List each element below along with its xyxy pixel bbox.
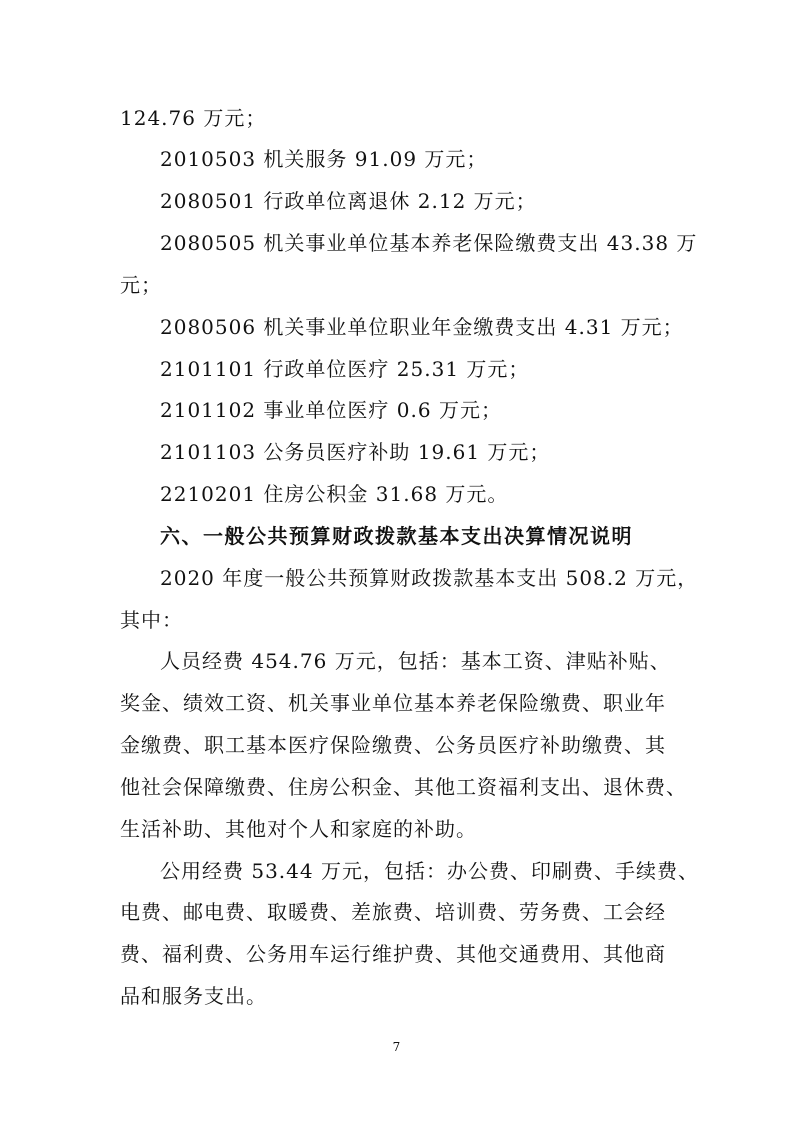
text-line: 2010503 机关服务 91.09 万元； xyxy=(160,147,488,171)
text-line: 2101102 事业单位医疗 0.6 万元； xyxy=(160,398,502,422)
text-line: 元； xyxy=(120,273,162,297)
text-line: 2080505 机关事业单位基本养老保险缴费支出 43.38 万 xyxy=(160,231,698,255)
text-line: 2101101 行政单位医疗 25.31 万元； xyxy=(160,357,530,381)
text-line: 2080501 行政单位离退休 2.12 万元； xyxy=(160,189,537,213)
text-line: 人员经费 454.76 万元，包括：基本工资、津贴补贴、 xyxy=(160,649,671,673)
text-line: 其中： xyxy=(120,608,183,632)
text-line: 2080506 机关事业单位职业年金缴费支出 4.31 万元； xyxy=(160,315,684,339)
text-line: 他社会保障缴费、住房公积金、其他工资福利支出、退休费、 xyxy=(120,775,687,799)
text-line: 公用经费 53.44 万元，包括：办公费、印刷费、手续费、 xyxy=(160,859,699,883)
text-line: 124.76 万元； xyxy=(120,106,267,130)
text-line: 电费、邮电费、取暖费、差旅费、培训费、劳务费、工会经 xyxy=(120,900,666,924)
text-line: 2020 年度一般公共预算财政拨款基本支出 508.2 万元， xyxy=(160,566,699,590)
text-line: 2101103 公务员医疗补助 19.61 万元； xyxy=(160,440,551,464)
text-line: 奖金、绩效工资、机关事业单位基本养老保险缴费、职业年 xyxy=(120,691,666,715)
text-line: 品和服务支出。 xyxy=(120,984,267,1008)
section-heading: 六、一般公共预算财政拨款基本支出决算情况说明 xyxy=(160,524,633,548)
text-line: 2210201 住房公积金 31.68 万元。 xyxy=(160,482,509,506)
page-number: 7 xyxy=(392,1040,401,1054)
text-line: 金缴费、职工基本医疗保险缴费、公务员医疗补助缴费、其 xyxy=(120,733,666,757)
text-line: 费、福利费、公务用车运行维护费、其他交通费用、其他商 xyxy=(120,942,666,966)
text-line: 生活补助、其他对个人和家庭的补助。 xyxy=(120,817,477,841)
